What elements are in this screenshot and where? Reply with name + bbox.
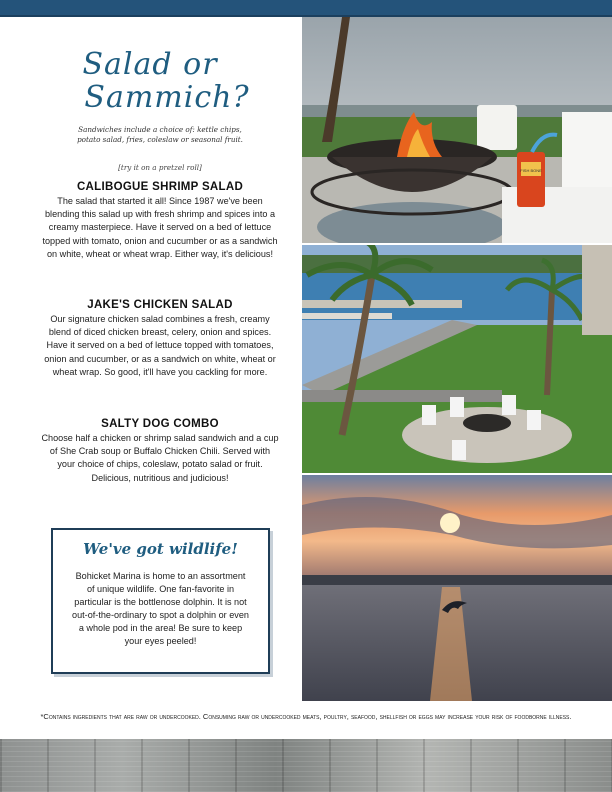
cup-logo-text: FISH BONE [520, 168, 542, 173]
menu-item-name: JAKE'S CHICKEN SALAD [87, 299, 233, 311]
menu-item-name: CALIBOGUE SHRIMP SALAD [76, 181, 244, 193]
title-line-1: Salad or [82, 47, 218, 82]
menu-item-description: Choose half a chicken or shrimp salad sandwich and a cup of She Crab soup or Buffalo Chicken Chili. Served with your choice of chips, coleslaw, potato salad or fruit. Delicious, nutritious and judicious! [41, 433, 279, 483]
menu-item-chicken-salad [40, 299, 280, 379]
wood-plank-footer [0, 739, 612, 792]
pretzel-roll-note: [try it on a pretzel roll] [118, 163, 202, 172]
page-title [30, 48, 270, 114]
wildlife-text: Bohicket Marina is home to an assortment of unique wildlife. One fan-favorite in particular is the bottlenose dolphin. It is not out-of-the-ordinary to spot a dolphin or even a whole pod in the area! Be sure to keep your eyes peeled! [72, 571, 249, 646]
raw-food-disclaimer: *Contains ingredients that are raw or undercooked. Consuming raw or undercooked meats, poultry, seafood, shellfish or eggs may increase your risk of foodborne illness. [40, 712, 572, 721]
title-line-2: Sammich? [84, 80, 250, 115]
sandwich-sides-note: Sandwiches include a choice of: kettle chips, potato salad, fries, coleslaw or seasonal fruit. [77, 125, 243, 144]
menu-item-description: Our signature chicken salad combines a fresh, creamy blend of diced chicken breast, celery, onion and spices. Have it served on a bed of lettuce topped with tomatoes, onion and cucumber, or as a sandwich on white, wheat or wheat wrap. So good, it'll have you cackling for more. [44, 314, 276, 377]
fire-pit-photo [302, 17, 612, 243]
top-banner [0, 0, 612, 17]
sunset-dolphin-photo [302, 475, 612, 701]
marina-lawn-photo [302, 245, 612, 473]
menu-item-description: The salad that started it all! Since 1987 we've been blending this salad up with fresh shrimp and spices into a creamy masterpiece. Have it served on a bed of lettuce topped with tomato, onion and cucumber or as a sandwich on white, wheat or wheat wrap. Either way, it's delicious! [42, 196, 278, 259]
wildlife-callout-box [51, 528, 270, 674]
menu-item-name: SALTY DOG COMBO [101, 418, 219, 430]
wildlife-title: We've got wildlife! [83, 540, 238, 558]
menu-item-shrimp-salad [40, 181, 280, 261]
menu-item-salty-dog-combo [40, 418, 280, 485]
